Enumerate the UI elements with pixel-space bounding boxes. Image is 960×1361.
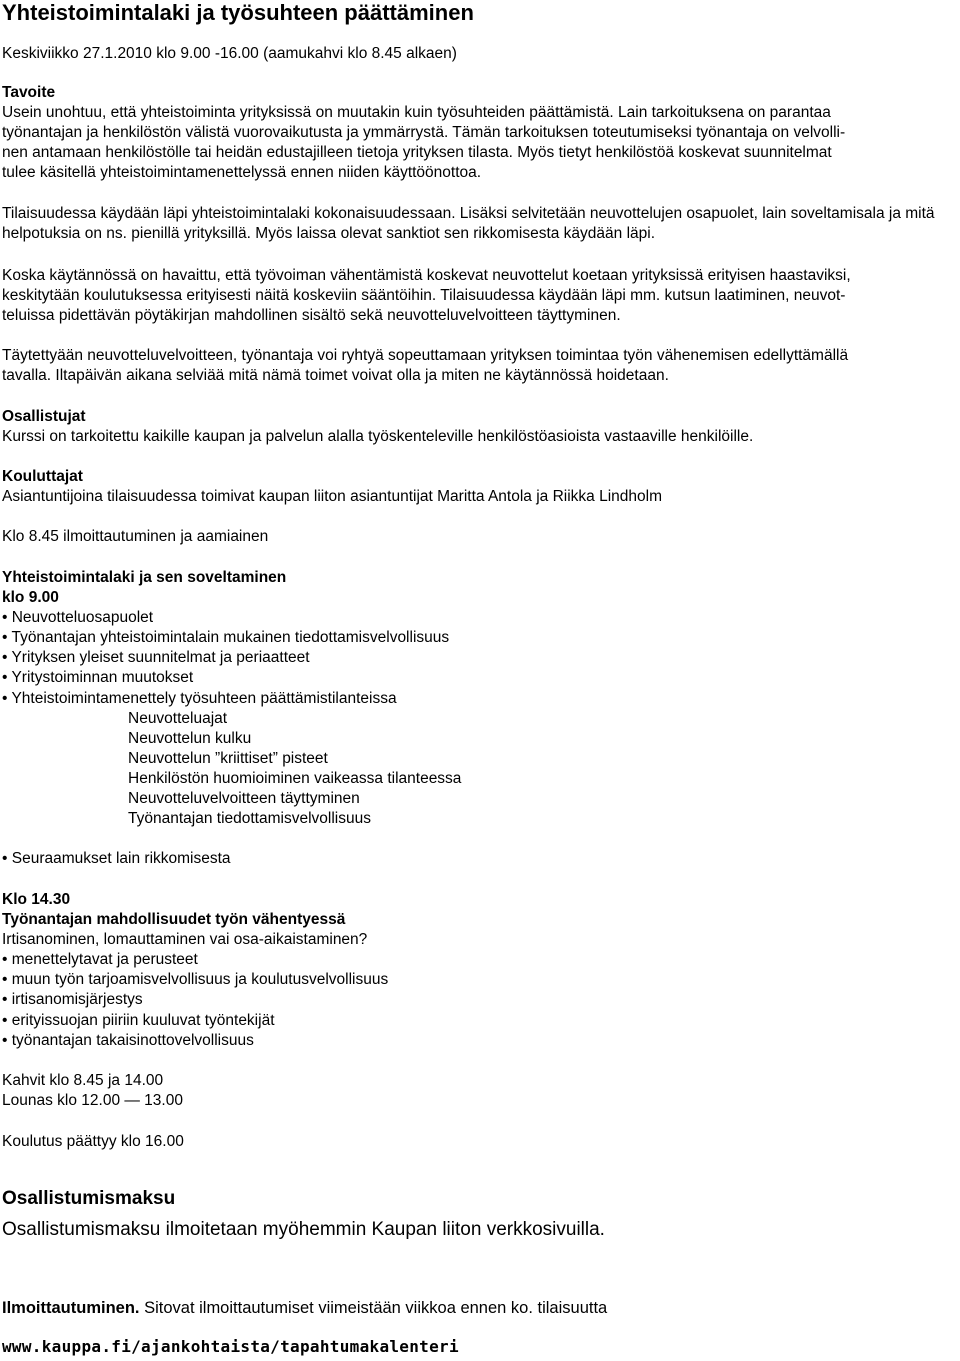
tavoite-heading: Tavoite [2, 84, 56, 101]
registration-label: Ilmoittautuminen. [2, 1299, 140, 1317]
osallistujat-heading: Osallistujat [2, 408, 86, 425]
tavoite-line: nen antamaan henkilöstölle tai heidän edustajilleen tietoja yrityksen tilasta. Myös tietyt henkilöstöä koskevat suunnitelmat [2, 144, 832, 161]
paragraph-line: keskitytään koulutuksessa erityisesti näitä koskeviin sääntöihin. Tilaisuudessa käydään läpi mm. kutsun laatiminen, neuvot- [2, 287, 846, 304]
list-item: • Yrityksen yleiset suunnitelmat ja periaatteet [2, 648, 310, 668]
paragraph-line: Täytettyään neuvotteluvelvoitteen, työnantaja voi ryhtyä sopeuttamaan yrityksen toimintaa työn vähenemisen edellyttämällä [2, 347, 849, 364]
sub-list-item: Neuvottelun kulku [128, 730, 252, 747]
tavoite-para2: Tilaisuudessa käydään läpi yhteistoimintalaki kokonaisuudessaan. Lisäksi selvitetään neuvottelujen osapuolet, lain soveltamisala ja mitä helpotuksia on ns. pienillä yrityksillä. Myös laissa olevat sanktiot sen rikkomisesta käydään läpi. [2, 205, 935, 242]
tavoite-line: Usein unohtuu, että yhteistoiminta yrityksissä on muutakin kuin työsuhteiden päättämistä. Lain tarkoituksena on parantaa [2, 104, 831, 121]
tavoite-line: tulee käsitellä yhteistoimintamenettelyssä ennen niiden käyttöönottoa. [2, 164, 482, 181]
list-item: • menettelytavat ja perusteet [2, 950, 198, 970]
kouluttajat-text: Asiantuntijoina tilaisuudessa toimivat kaupan liiton asiantuntijat Maritta Antola ja Riikka Lindholm [2, 488, 662, 505]
session2-question: Irtisanominen, lomauttaminen vai osa-aikaistaminen? [2, 931, 368, 948]
event-calendar-link[interactable]: www.kauppa.fi/ajankohtaista/tapahtumakalenteri [2, 1337, 459, 1356]
session1-time: klo 9.00 [2, 589, 59, 606]
paragraph-line: teluissa pidettävän pöytäkirjan mahdollinen sisältö sekä neuvotteluvelvoitteen täyttyminen. [2, 307, 621, 324]
session2-time: Klo 14.30 [2, 891, 71, 908]
sub-list-item: Henkilöstön huomioiminen vaikeassa tilanteessa [128, 770, 462, 787]
lunch-time: Lounas klo 12.00 — 13.00 [2, 1092, 183, 1109]
osallistujat-text: Kurssi on tarkoitettu kaikille kaupan ja palvelun alalla työskenteleville henkilöstöasioista vastaaville henkilöille. [2, 428, 754, 445]
registration-breakfast: Klo 8.45 ilmoittautuminen ja aamiainen [2, 528, 269, 545]
list-item: • muun työn tarjoamisvelvollisuus ja koulutusvelvollisuus [2, 970, 388, 990]
kouluttajat-heading: Kouluttajat [2, 468, 83, 485]
paragraph-line: tavalla. Iltapäivän aikana selviää mitä nämä toimet voivat olla ja miten ne käytännössä hoidetaan. [2, 367, 669, 384]
list-item: • Työnantajan yhteistoimintalain mukainen tiedottamisvelvollisuus [2, 628, 449, 648]
list-item: • Neuvotteluosapuolet [2, 608, 153, 628]
sub-list-item: Neuvotteluvelvoitteen täyttyminen [128, 790, 360, 807]
sub-list-item: Neuvottelun ”kriittiset” pisteet [128, 750, 328, 767]
list-item: • Seuraamukset lain rikkomisesta [2, 849, 231, 869]
sub-list-item: Työnantajan tiedottamisvelvollisuus [128, 810, 371, 827]
list-item: • irtisanomisjärjestys [2, 990, 143, 1010]
registration-text: Sitovat ilmoittautumiset viimeistään viikkoa ennen ko. tilaisuutta [139, 1299, 608, 1317]
coffee-times: Kahvit klo 8.45 ja 14.00 [2, 1072, 164, 1089]
list-item: • Yhteistoimintamenettely työsuhteen päättämistilanteissa [2, 689, 397, 709]
list-item: • erityissuojan piiriin kuuluvat työntekijät [2, 1011, 275, 1031]
sub-list-item: Neuvotteluajat [128, 710, 228, 727]
fee-heading: Osallistumismaksu [2, 1188, 176, 1209]
tavoite-line: työnantajan ja henkilöstön välistä vuorovaikutusta ja ymmärrystä. Tämän tarkoituksen toteutumiseksi työnantaja on velvolli- [2, 124, 846, 141]
session1-heading: Yhteistoimintalaki ja sen soveltaminen [2, 569, 287, 586]
date-line: Keskiviikko 27.1.2010 klo 9.00 -16.00 (aamukahvi klo 8.45 alkaen) [2, 45, 457, 62]
list-item: • työnantajan takaisinottovelvollisuus [2, 1031, 254, 1051]
paragraph-line: Koska käytännössä on havaittu, että työvoiman vähentämistä koskevat neuvottelut koetaan yrityksissä erityisen haastaviksi, [2, 267, 851, 284]
fee-text: Osallistumismaksu ilmoitetaan myöhemmin Kaupan liiton verkkosivuilla. [2, 1219, 605, 1240]
registration-line [2, 1298, 607, 1318]
session2-heading: Työnantajan mahdollisuudet työn vähentyessä [2, 911, 346, 928]
page-title: Yhteistoimintalaki ja työsuhteen päättäminen [2, 0, 474, 25]
course-end: Koulutus päättyy klo 16.00 [2, 1133, 184, 1150]
list-item: • Yritystoiminnan muutokset [2, 668, 193, 688]
